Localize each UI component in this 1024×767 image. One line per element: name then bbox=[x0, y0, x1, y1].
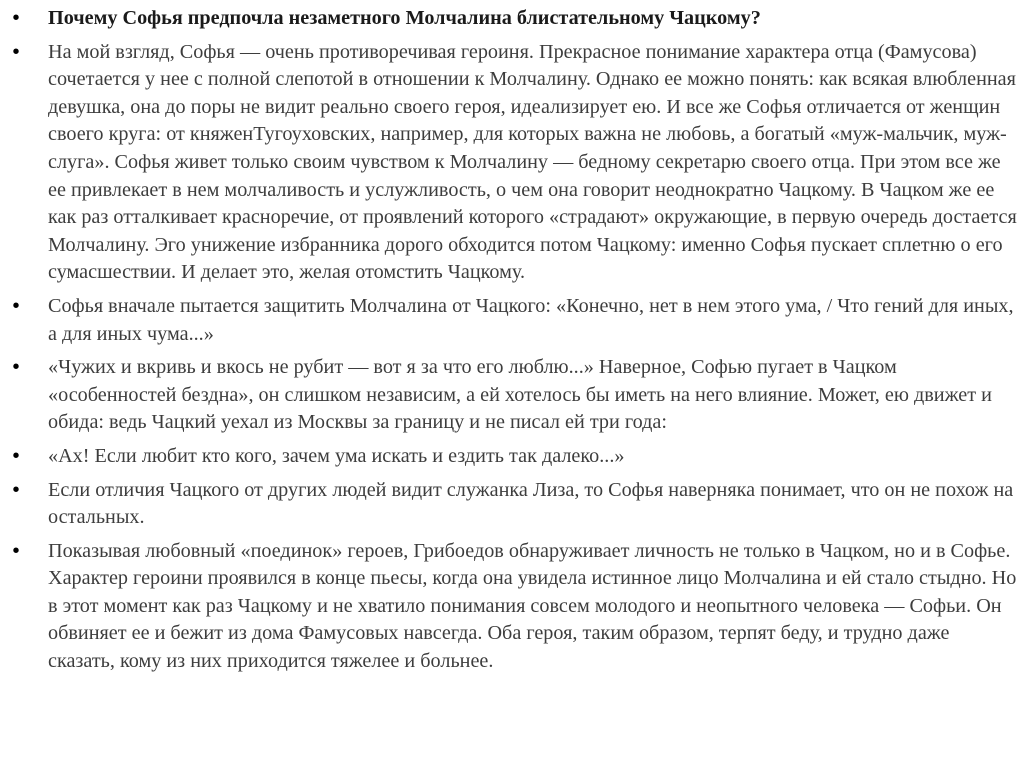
bullet-text: «Ах! Если любит кто кого, зачем ума искать и ездить так далеко...» bbox=[48, 444, 625, 467]
bullet-icon: • bbox=[12, 539, 20, 562]
bullet-item bbox=[6, 354, 1018, 437]
bullet-icon: • bbox=[12, 294, 20, 317]
bullet-item bbox=[6, 538, 1018, 676]
bullet-icon: • bbox=[12, 7, 20, 29]
bullet-list bbox=[6, 5, 1018, 682]
bullet-text: Софья вначале пытается защитить Молчалина от Чацкого: «Конечно, нет в нем этого ума, / Что гений для иных, а для иных чума...» bbox=[48, 294, 1014, 345]
bullet-item bbox=[6, 443, 1018, 471]
bullet-item-heading bbox=[6, 5, 1018, 33]
bullet-text: Показывая любовный «поединок» героев, Грибоедов обнаруживает личность не только в Чацком, но и в Софье. Характер героини проявился в конце пьесы, когда она увидела истинное лицо Молчалина и ей стало стыдно. Но в этот момент как раз Чацкому и не хватило понимания совсем молодого и неопытного человека — Софьи. Он обвиняет ее и бежит из дома Фамусовых навсегда. Оба героя, таким образом, терпят беду, и трудно даже сказать, кому из них приходится тяжелее и больнее. bbox=[48, 539, 1017, 673]
bullet-text: На мой взгляд, Софья — очень противоречивая героиня. Прекрасное понимание характера отца (Фамусова) сочетается у нее с полной слепотой в отношении к Молчалину. Однако ее можно понять: как всякая влюбленная девушка, она до поры не видит реально своего героя, идеализирует ею. И все же Софья отличается от женщин своего круга: от княженТугоуховских, например, для которых важна не любовь, а богатый «муж-мальчик, муж-слуга». Софья живет только своим чувством к Молчалину — бедному секретарю своего отца. При этом все же ее привлекает в нем молчаливость и услужливость, о чем она говорит неоднократно Чацкому. В Чацком же ее как раз отталкивает красноречие, от проявлений которого «страдают» окружающие, в первую очередь достается Молчалину. Эго унижение избранника дорого обходится потом Чацкому: именно Софья пускает сплетню о его сумасшествии. И делает это, желая отомстить Чацкому. bbox=[48, 40, 1017, 284]
bullet-item bbox=[6, 39, 1018, 287]
bullet-item bbox=[6, 293, 1018, 348]
bullet-icon: • bbox=[12, 356, 20, 379]
bullet-icon: • bbox=[12, 478, 20, 501]
slide-title: Почему Софья предпочла незаметного Молчалина блистательному Чацкому? bbox=[48, 7, 761, 29]
bullet-item bbox=[6, 477, 1018, 532]
bullet-text: Если отличия Чацкого от других людей видит служанка Лиза, то Софья наверняка понимает, что он не похож на остальных. bbox=[48, 478, 1014, 529]
bullet-icon: • bbox=[12, 40, 20, 63]
bullet-icon: • bbox=[12, 444, 20, 467]
bullet-text: «Чужих и вкривь и вкось не рубит — вот я за что его люблю...» Наверное, Софью пугает в Чацком «особенностей бездна», он слишком независим, а ей хотелось бы иметь на него влияние. Может, ею движет и обида: ведь Чацкий уехал из Москвы за границу и не писал ей три года: bbox=[48, 356, 992, 434]
